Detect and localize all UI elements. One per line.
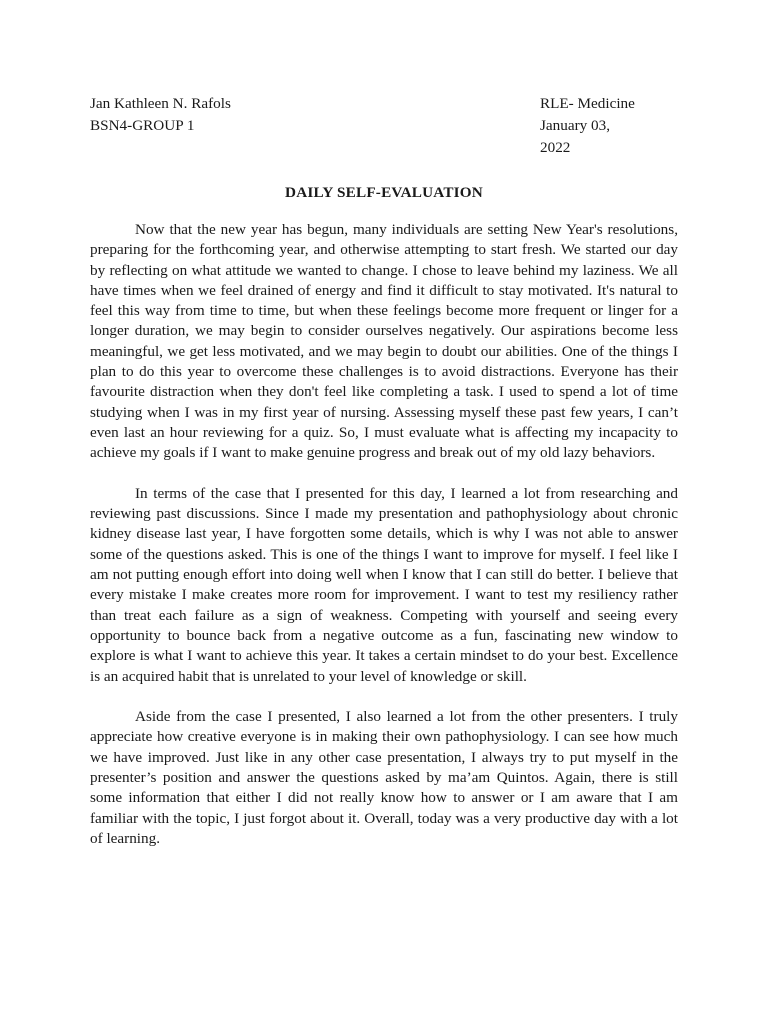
paragraph: Aside from the case I presented, I also learned a lot from the other presenters. I truly appreciate how creative everyone is in making their own pathophysiology. I can see how much we have improved. Just like in any other case presentation, I always try to put myself in the presenter’s position and answer the questions asked by ma’am Quintos. Again, there is still some information that either I did not really know how to answer or I am aware that I am familiar with the topic, I just forgot about it. Overall, today was a very productive day with a lot of learning. (90, 708, 678, 847)
author-name: Jan Kathleen N. Rafols (90, 95, 231, 112)
paragraph: Now that the new year has begun, many individuals are setting New Year's resolutions, preparing for the forthcoming year, and otherwise attempting to start fresh. We started our day by reflecting on what attitude we wanted to change. I chose to leave behind my laziness. We all have times when we feel drained of energy and find it difficult to stay motivated. It's natural to feel this way from time to time, but when these feelings become more frequent or linger for a longer duration, we may begin to consider ourselves negatively. Our aspirations become less meaningful, we get less motivated, and we may begin to doubt our abilities. One of the things I plan to do this year to overcome these challenges is to avoid distractions. Everyone has their favourite distraction when they don't feel like completing a task. I used to spend a lot of time studying when I was in my first year of nursing. Assessing myself these past few years, I can’t even last an hour reviewing for a quiz. So, I must evaluate what is affecting my incapacity to achieve my goals if I want to make genuine progress and break out of my old lazy behaviors. (90, 221, 678, 462)
document-title: DAILY SELF-EVALUATION (285, 184, 483, 201)
document-header (90, 93, 644, 159)
header-row-2 (90, 115, 644, 159)
course-label: RLE- Medicine (540, 95, 635, 112)
header-row-1 (90, 93, 644, 115)
document-body (90, 220, 678, 870)
group-label: BSN4-GROUP 1 (90, 117, 195, 134)
paragraph: In terms of the case that I presented for this day, I learned a lot from researching and reviewing past discussions. Since I made my presentation and pathophysiology about chronic kidney disease last year, I have forgotten some details, which is why I was not able to answer some of the questions asked. This is one of the things I want to improve for myself. I feel like I am not putting enough effort into doing well when I know that I can still do better. I believe that every mistake I make creates more room for improvement. I want to test my resiliency rather than treat each failure as a sign of weakness. Competing with yourself and seeing every opportunity to bounce back from a negative outcome as a fun, fascinating new window to explore is what I want to achieve this year. It takes a certain mindset to do your best. Excellence is an acquired habit that is unrelated to your level of knowledge or skill. (90, 484, 678, 685)
document-date: January 03, 2022 (540, 117, 611, 156)
